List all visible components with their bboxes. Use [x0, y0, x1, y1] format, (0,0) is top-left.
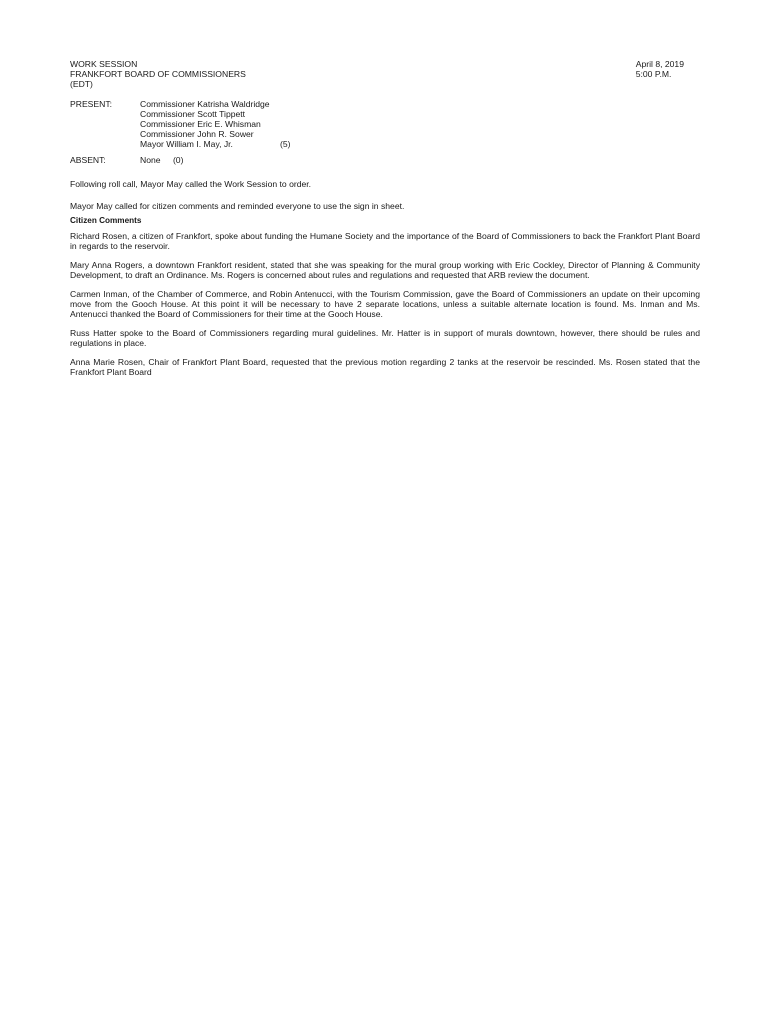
citizen-comments-heading: Citizen Comments [70, 216, 142, 225]
comment-paragraph: Richard Rosen, a citizen of Frankfort, spoke about funding the Humane Society and the importance of the Board of Commissioners to back the Frankfort Plant Board in regards to the reservoir. [70, 231, 700, 251]
meeting-time: 5:00 P.M. [635, 69, 672, 79]
timezone-label: (EDT) [70, 79, 93, 89]
comment-paragraph: Russ Hatter spoke to the Board of Commissioners regarding mural guidelines. Mr. Hatter is in support of murals downtown, however, there should be rules and regulations in place. [70, 328, 700, 348]
meeting-type: WORK SESSION [70, 59, 138, 69]
meeting-datetime-block [636, 59, 684, 79]
document-page [70, 59, 700, 377]
board-name: FRANKFORT BOARD OF COMMISSIONERS [70, 69, 246, 79]
comment-paragraph: Carmen Inman, of the Chamber of Commerce, and Robin Antenucci, with the Tourism Commission, gave the Board of Commissioners an update on their upcoming move from the Gooch House. At this point it will be necessary to have 2 separate locations, unless a suitable alternate location is found. Ms. Inman and Ms. Antenucci thanked the Board of Commissioners for their time at the Gooch House. [70, 289, 700, 319]
citizen-call-paragraph: Mayor May called for citizen comments and reminded everyone to use the sign in sheet. [70, 201, 405, 211]
present-section [70, 99, 700, 151]
present-label: PRESENT: [70, 99, 113, 109]
absent-count: (0) [172, 155, 184, 165]
present-member: Mayor William I. May, Jr. [140, 139, 233, 149]
roll-call-paragraph: Following roll call, Mayor May called the Work Session to order. [70, 179, 312, 189]
comment-paragraph: Anna Marie Rosen, Chair of Frankfort Plant Board, requested that the previous motion regarding 2 tanks at the reservoir be rescinded. Ms. Rosen stated that the Frankfort Plant Board [70, 357, 700, 377]
comment-paragraph: Mary Anna Rogers, a downtown Frankfort resident, stated that she was speaking for the mural group working with Eric Cockley, Director of Planning & Community Development, to draft an Ordinance. Ms. Rogers is concerned about rules and regulations and requested that ARB review the document. [70, 260, 700, 280]
meeting-title-block [70, 59, 700, 89]
absent-section [70, 155, 700, 165]
meeting-date: April 8, 2019 [635, 59, 684, 69]
present-member: Commissioner Eric E. Whisman [140, 119, 261, 129]
present-member: Commissioner John R. Sower [140, 129, 254, 139]
document-header [70, 59, 700, 90]
absent-label: ABSENT: [70, 155, 106, 165]
absent-value-row [140, 155, 183, 165]
present-member-last [140, 139, 291, 149]
absent-value: None [140, 155, 161, 165]
present-members-list [140, 99, 291, 149]
present-count: (5) [280, 139, 291, 149]
present-member: Commissioner Katrisha Waldridge [140, 99, 270, 109]
present-member: Commissioner Scott Tippett [140, 109, 246, 119]
